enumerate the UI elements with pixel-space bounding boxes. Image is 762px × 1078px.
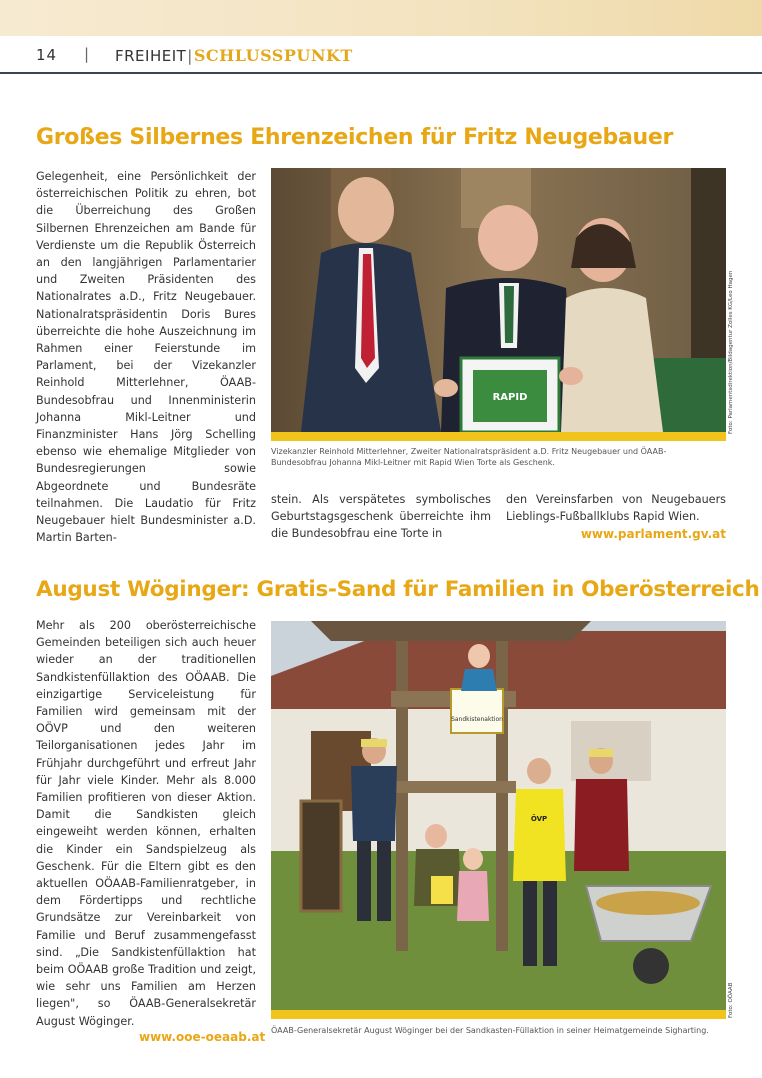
article2-caption: ÖAAB-Generalsekretär August Wöginger bei der Sandkasten-Füllaktion in seiner Heimatgemeinde Sigharting.	[271, 1026, 709, 1035]
article1-caption: Vizekanzler Reinhold Mitterlehner, Zweiter Nationalratspräsident a.D. Fritz Neugebauer und ÖAAB-Bundesobfrau Johanna Mikl-Leitner mit Rapid Wien Torte als Geschenk.	[271, 447, 667, 467]
section-divider: |	[187, 47, 193, 65]
article1-title: Großes Silbernes Ehrenzeichen für Fritz Neugebauer	[36, 125, 674, 150]
article2-link[interactable]: www.ooe-oeaab.at	[139, 1030, 266, 1044]
header-separator: |	[84, 45, 90, 63]
article1-photo-credit: Foto: Parlamentsdirektion/Bildagentur Zolles KG/Leo Hagen	[728, 270, 734, 434]
page-number: 14	[36, 46, 58, 64]
section-accent: SCHLUSSPUNKT	[193, 46, 353, 65]
article1-link[interactable]: www.parlament.gv.at	[580, 527, 726, 541]
tower-sign-label: Sandkistenaktion	[451, 716, 503, 723]
article1-photo-illustration	[271, 168, 726, 432]
article1-body-col3: den Vereinsfarben von Neugebauers Lieblings-Fußballklubs Rapid Wien.	[506, 493, 726, 524]
article2-photo-illustration	[271, 621, 726, 1010]
article1-body-col2: stein. Als verspätetes symbolisches Geburtstagsgeschenk überreichte ihm die Bundesobfrau eine Torte in	[271, 493, 491, 541]
section-main: FREIHEIT	[115, 47, 187, 65]
section-title	[115, 46, 353, 65]
cake-label: RAPID	[492, 392, 528, 403]
top-color-band	[0, 0, 762, 36]
article2-photo-credit: Foto: OÖAAB	[728, 982, 734, 1018]
article2-photo-underline	[271, 1010, 726, 1019]
article1-body-col1: Gelegenheit, eine Persönlichkeit der österreichischen Politik zu ehren, bot die Überreichung des Großen Silbernen Ehrenzeichen am Bande für Verdienste um die Republik Österreich an den langjährigen Parlamentarier und Zweiten Präsidenten des Nationalrates a.D., Fritz Neugebauer. Nationalratspräsidentin Doris Bures überreichte die hohe Auszeichnung im Rahmen einer Feierstunde im Parlament, bei der Vizekanzler Reinhold Mitterlehner, ÖAAB-Bundesobfrau und Innenministerin Johanna Mikl-Leitner und Finanzminister Hans Jörg Schelling ebenso wie ehemalige Mitglieder von Bundesregierungen sowie Abgeordnete und Bundesräte teilnahmen. Die Laudatio für Fritz Neugebauer hielt Bundesminister a.D. Martin Barten-	[36, 170, 256, 545]
vest-label: ÖVP	[530, 815, 548, 823]
page-header	[0, 36, 762, 74]
article1-photo	[271, 168, 726, 432]
article2-photo	[271, 621, 726, 1010]
article2-body: Mehr als 200 oberösterreichische Gemeinden beteiligen sich auch heuer wieder an der traditionellen Sandkistenfüllaktion des OÖAAB. Die einzigartige Serviceleistung für Familien wird gemeinsam mit der OÖVP und den weiteren Teilorganisationen jedes Jahr im Frühjahr durchgeführt und erfreut Jahr für Jahr viele Kinder. Mehr als 8.000 Familien profitieren von dieser Aktion. Damit die Sandkisten gleich eingeweiht werden können, erhalten die Kinder ein Sandspielzeug als Geschenk. Für die Eltern gibt es den aktuellen OÖAAB-Familienratgeber, in dem Fördertipps und rechtliche Grundsätze zur Vereinbarkeit von Familie und Beruf zusammengefasst sind. „Die Sandkistenfüllaktion hat beim OÖAAB große Tradition und zeigt, wie sehr uns Familien am Herzen liegen", so ÖAAB-Generalsekretär August Wöginger.	[36, 619, 256, 1028]
article1-photo-underline	[271, 432, 726, 441]
article2-title: August Wöginger: Gratis-Sand für Familien in Oberösterreich	[36, 577, 760, 602]
